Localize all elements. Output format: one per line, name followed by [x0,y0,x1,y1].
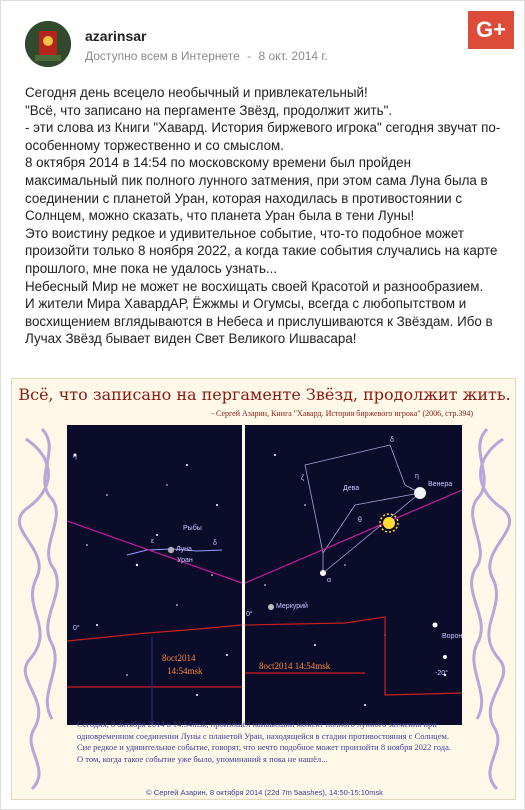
post-image[interactable] [11,378,516,800]
map-label: Венера [428,481,453,488]
map-label: Ворон [442,633,462,640]
visibility-label: Доступно всем в Интернете [85,49,240,63]
map-label: ζ [301,475,305,482]
poster-title: Всё, что записано на пергаменте Звёзд, продолжит жить. [18,385,511,404]
post-line: И жители Мира ХавардАР, Ёжжмы и Огумсы, всегда с любопытством и восхищением вглядываются в Небеса и прислушиваются к Звёздам. Ибо в Лучах Звёзд бывает виден Свет Великого Ишвасара! [25,296,493,347]
sun-icon [383,517,395,529]
poster-copyright: © Сергей Азарин, 8 октября 2014 (22d 7m 5aashes), 14:50-15:10msk [146,788,383,797]
gplus-icon[interactable]: G+ [468,11,514,49]
star-map-left [67,425,242,725]
star-map-right [245,425,462,725]
post-line: Небесный Мир не может не восхищать своей Красотой и разнообразием. [25,278,484,294]
post-line: Сегодня день всецело необычный и привлекательный! [25,85,368,100]
post-meta [85,49,328,63]
map-label: 0° [73,625,80,632]
post-line: 8 октября 2014 в 14:54 по московскому времени был пройден максимальный пик полного лунного затмения, при этом сама Луна была в соединении с планетой Уран, которая находилась в противостоянии с Солнцем, можно сказать, что планета Уран была в тени Луны! [25,155,488,224]
avatar[interactable] [25,21,71,67]
timestamp-label: 8oct2014 [162,653,196,663]
mercury-icon [268,604,274,610]
post-line: "Всё, что записано на пергаменте Звёзд, продолжит жить". [25,102,393,118]
map-label: Луна [176,546,192,553]
star-field-left [67,425,242,725]
map-label: Рыбы [183,525,202,532]
map-label: η [415,473,419,480]
poster-subtitle: - Сергей Азарин, Книга "Хавард. История биржевого игрока" (2006, стр.394) [211,409,473,418]
post-line: Это воистину редкое и удивительное событие, что-то подобное может произойти только 8 ноября 2022, а когда такие события случались на карте прошлого, мне пока не удалось узнать... [25,225,498,276]
map-label: δ [213,540,217,547]
timestamp-label: 8oct2014 14:54msk [259,661,331,671]
map-label: Меркурий [276,603,308,610]
map-label: η [73,453,77,460]
meta-separator: - [247,49,252,63]
post-line: - эти слова из Книги "Хавард. История биржевого игрока" сегодня звучат по-особенному торжественно и со смыслом. [25,120,501,153]
map-label: -20° [435,670,448,677]
map-label: δ [390,437,394,444]
star-field-right [245,425,462,725]
post-date[interactable]: 8 окт. 2014 г. [258,49,328,63]
map-label: ε [151,538,155,545]
map-label: α [327,577,332,584]
map-label: 0° [246,611,253,618]
avatar-image [25,21,71,67]
author-name[interactable]: azarinsar [85,28,147,44]
timestamp-label: 14:54msk [167,666,203,676]
venus-icon [414,487,426,499]
map-label: θ [358,517,362,524]
map-label: Дева [343,485,360,492]
poster-caption: Сегодня, 8 октября 2014 в 14:54msk, произошёл наивысший момент полного лунного затмения при одновременном соединении Луны с планетой Уран, находящейся в стадии противостояния с Солнцем. Сие редкое и удивительное событие, говорят, что нечто подобное может произойти 8 ноября 2022 года. О том, когда такое событие уже было, упоминаний я пока не нашёл... [77,719,451,764]
map-label: Уран [177,557,193,564]
post-text [25,84,505,348]
moon-icon [168,547,174,553]
